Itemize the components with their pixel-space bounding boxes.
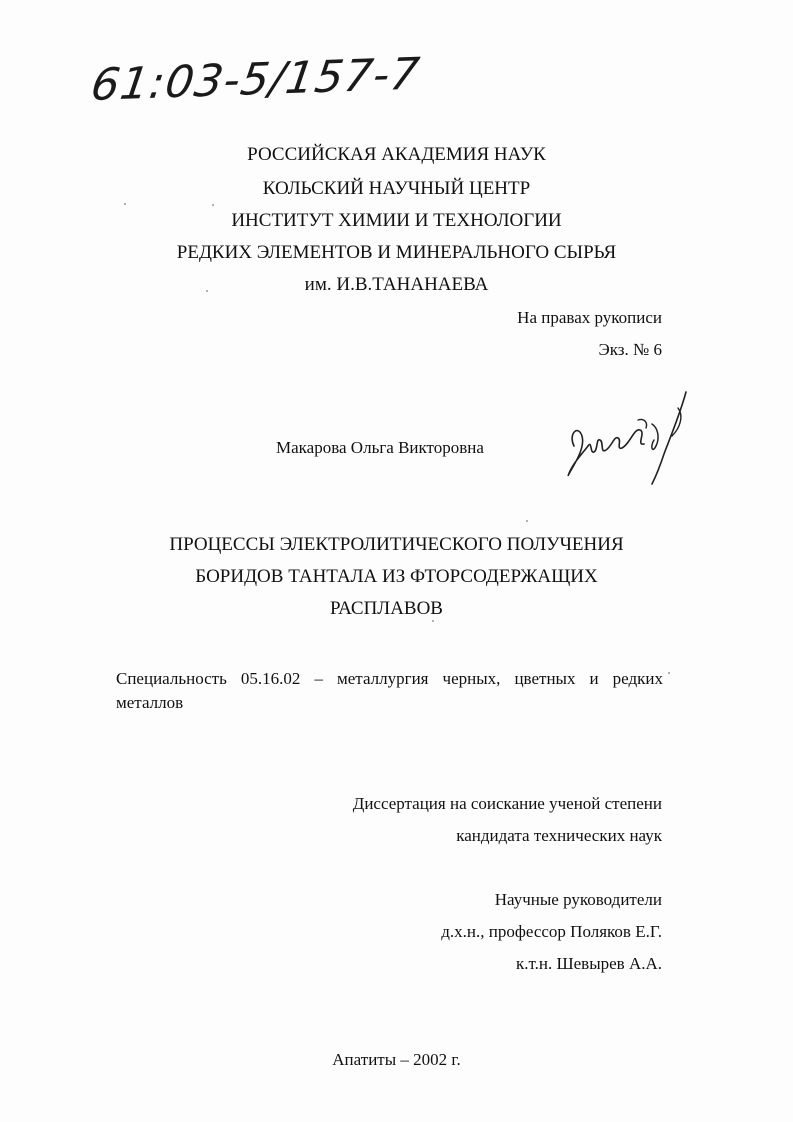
org-named-after: им. И.В.ТАНАНАЕВА [304,274,489,295]
title-line-2: БОРИДОВ ТАНТАЛА ИЗ ФТОРСОДЕРЖАЩИХ [195,566,598,587]
author-name: Макарова Ольга Викторовна [276,438,484,457]
org-institute: ИНСТИТУТ ХИМИИ И ТЕХНОЛОГИИ [231,210,562,231]
specialty-line-1: Специальность 05.16.02 – металлургия черных, цветных и редких [116,669,663,688]
scan-speck [212,204,214,206]
scan-speck [668,672,670,674]
supervisor-1: д.х.н., профессор Поляков Е.Г. [441,922,662,941]
title-line-3: РАСПЛАВОВ [330,598,443,619]
manuscript-rights: На правах рукописи [517,308,662,327]
org-academy: РОССИЙСКАЯ АКАДЕМИЯ НАУК [247,144,546,165]
org-institute-cont: РЕДКИХ ЭЛЕМЕНТОВ И МИНЕРАЛЬНОГО СЫРЬЯ [176,242,617,263]
signature-icon [560,384,700,494]
dissertation-line-1: Диссертация на соискание ученой степени [352,794,662,813]
scan-speck [526,520,528,522]
scan-speck [206,290,208,292]
dissertation-line-2: кандидата технических наук [456,826,662,845]
specialty-line-2: металлов [116,693,184,712]
scan-speck [124,203,126,205]
copy-number: Экз. № 6 [598,340,662,359]
city-year: Апатиты – 2002 г. [332,1050,461,1069]
title-line-1: ПРОЦЕССЫ ЭЛЕКТРОЛИТИЧЕСКОГО ПОЛУЧЕНИЯ [169,534,624,555]
supervisors-heading: Научные руководители [494,890,662,909]
supervisor-2: к.т.н. Шевырев А.А. [515,954,662,973]
handwritten-catalog-number: 61:03-5/157-7 [87,48,424,111]
org-center: КОЛЬСКИЙ НАУЧНЫЙ ЦЕНТР [262,178,531,199]
scan-speck [432,620,434,622]
